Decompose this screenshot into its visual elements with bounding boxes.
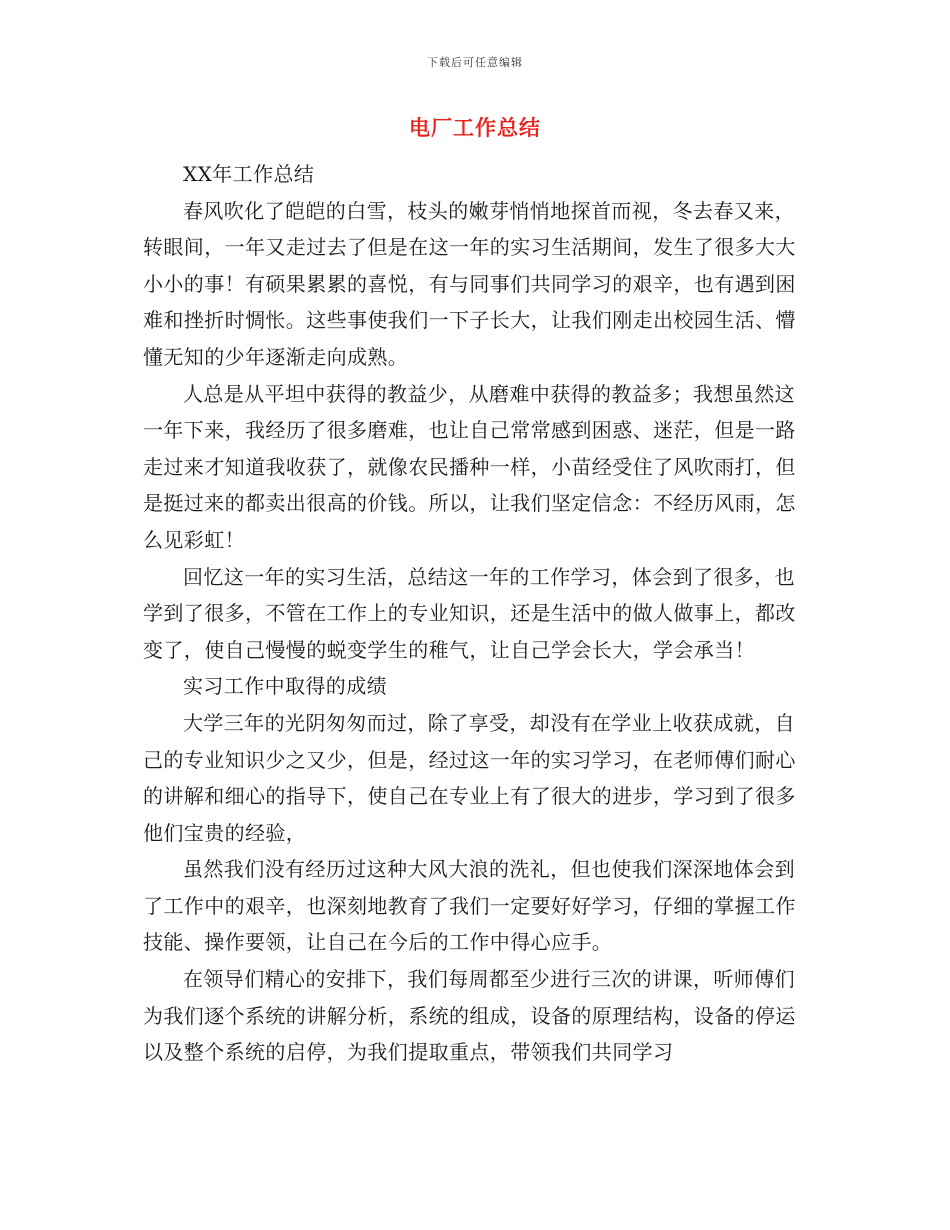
body-paragraph: 在领导们精心的安排下，我们每周都至少进行三次的讲课，听师傅们为我们逐个系统的讲解分析，系统的组成，设备的原理结构，设备的停运以及整个系统的启停，为我们提取重点，带领我们共同学习 xyxy=(143,967,796,1065)
body-paragraph: 虽然我们没有经历过这种大风大浪的洗礼，但也使我们深深地体会到了工作中的艰辛，也深刻地教育了我们一定要好好学习，仔细的掌握工作技能、操作要领，让自己在今后的工作中得心应手。 xyxy=(143,857,796,955)
section-heading-year-summary: XX年工作总结 xyxy=(183,162,315,186)
body-paragraph: 人总是从平坦中获得的教益少，从磨难中获得的教益多；我想虽然这一年下来，我经历了很多磨难，也让自己常常感到困惑、迷茫，但是一路走过来才知道我收获了，就像农民播种一样，小苗经受住了风吹雨打，但是挺过来的都卖出很高的价钱。所以，让我们坚定信念：不经历风雨，怎么见彩虹！ xyxy=(143,381,796,552)
section-heading-achievements: 实习工作中取得的成绩 xyxy=(183,674,387,699)
body-paragraph: 回忆这一年的实习生活，总结这一年的工作学习，体会到了很多，也学到了很多，不管在工作上的专业知识，还是生活中的做人做事上，都改变了，使自己慢慢的蜕变学生的稚气，让自己学会长大，学会承当！ xyxy=(143,564,796,662)
document-body xyxy=(143,156,807,1071)
header-note: 下载后可任意编辑 xyxy=(427,56,523,69)
body-paragraph: 大学三年的光阴匆匆而过，除了享受，却没有在学业上收获成就，自己的专业知识少之又少，但是，经过这一年的实习学习，在老师傅们耐心的讲解和细心的指导下，使自己在专业上有了很大的进步，学习到了很多他们宝贵的经验， xyxy=(143,710,796,845)
document-title: 电厂工作总结 xyxy=(409,115,541,140)
body-paragraph: 春风吹化了皑皑的白雪，枝头的嫩芽悄悄地探首而视，冬去春又来，转眼间，一年又走过去了但是在这一年的实习生活期间，发生了很多大大小小的事！有硕果累累的喜悦，有与同事们共同学习的艰辛，也有遇到困难和挫折时惆怅。这些事使我们一下子长大，让我们刚走出校园生活、懵懂无知的少年逐渐走向成熟。 xyxy=(143,198,796,369)
